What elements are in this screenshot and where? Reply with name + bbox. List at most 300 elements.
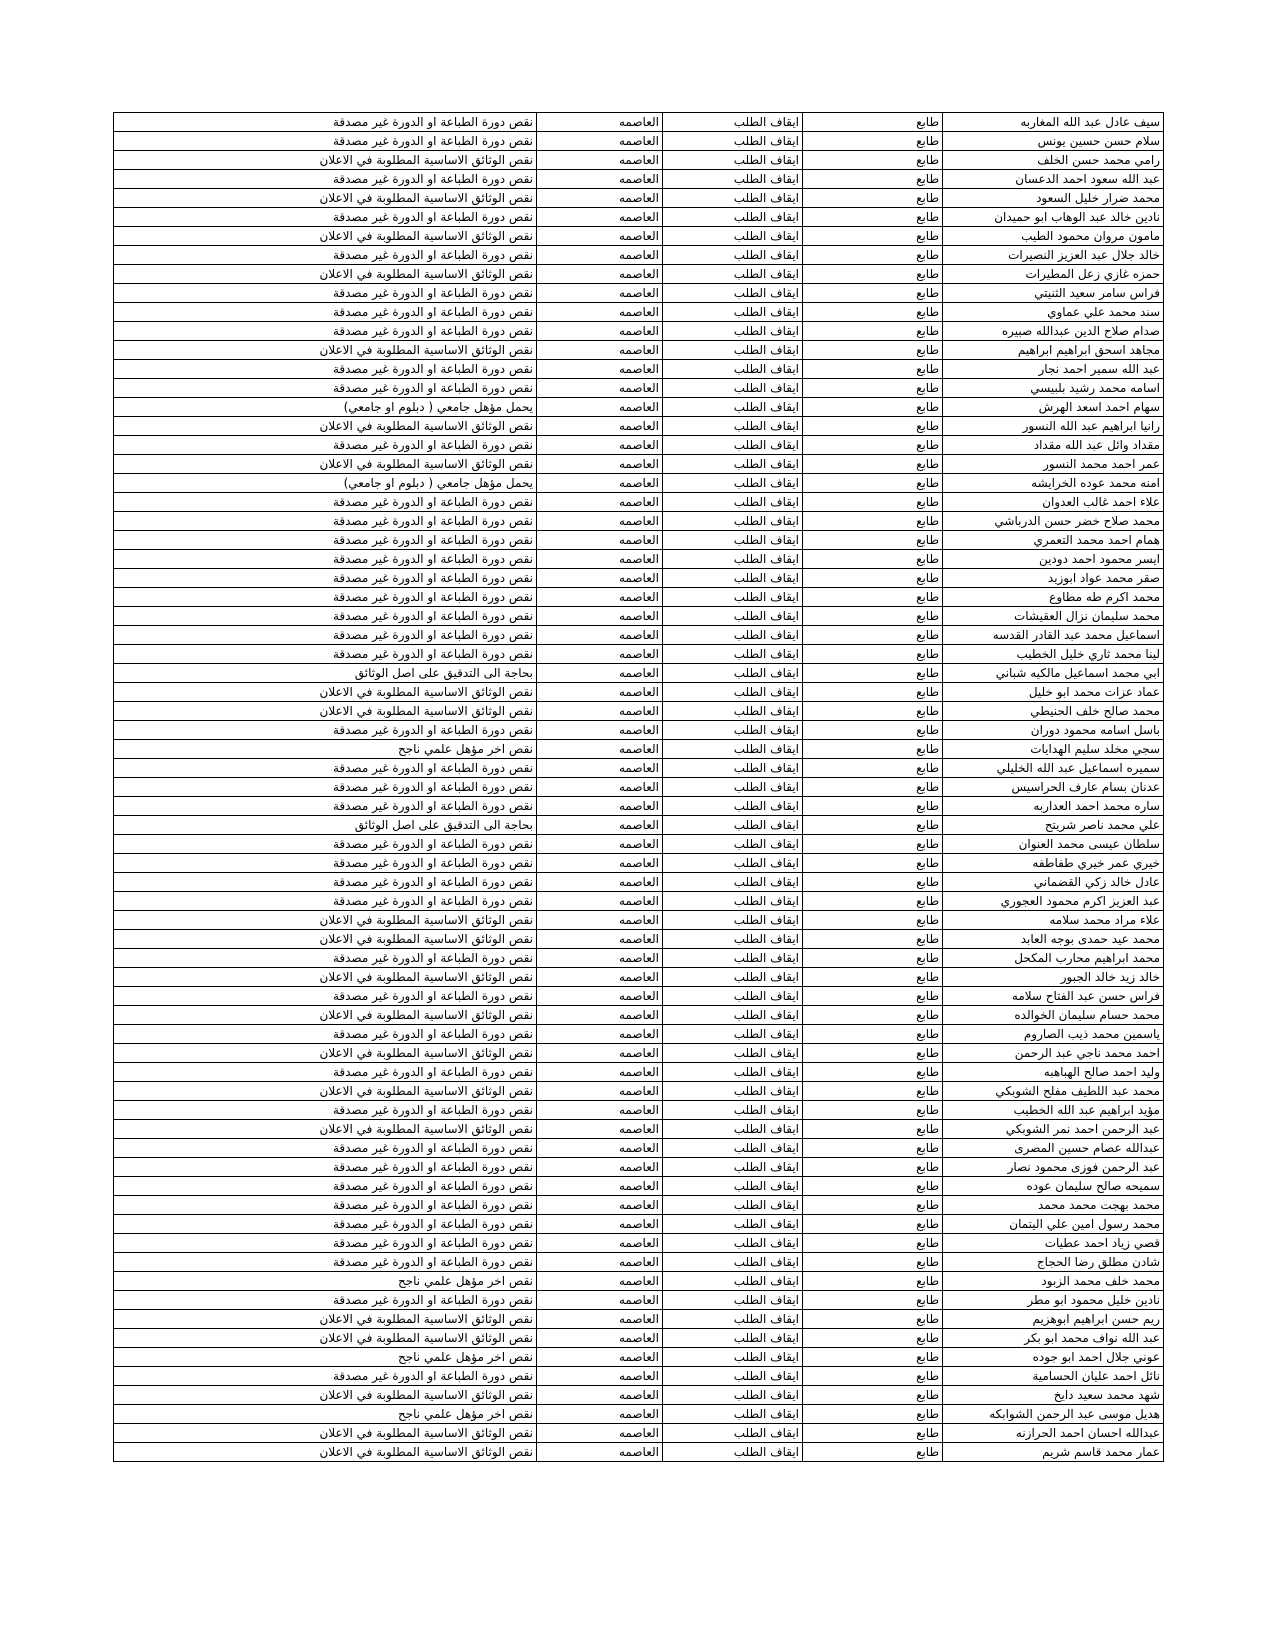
cell-reason: نقص دورة الطباعة او الدورة غير مصدقة [114,1177,537,1196]
cell-status: ايقاف الطلب [663,493,803,512]
table-row [114,873,1164,892]
cell-category: طابع [803,1177,943,1196]
cell-category: طابع [803,1006,943,1025]
cell-reason: نقص دورة الطباعة او الدورة غير مصدقة [114,1158,537,1177]
cell-category: طابع [803,132,943,151]
cell-category: طابع [803,436,943,455]
table-row [114,702,1164,721]
cell-reason: نقص دورة الطباعة او الدورة غير مصدقة [114,949,537,968]
cell-reason: نقص اخر مؤهل علمي ناجح [114,1272,537,1291]
cell-status: ايقاف الطلب [663,588,803,607]
cell-category: طابع [803,1272,943,1291]
table-row [114,341,1164,360]
cell-status: ايقاف الطلب [663,417,803,436]
table-row [114,664,1164,683]
cell-region: العاصمه [537,246,663,265]
table-row [114,1139,1164,1158]
cell-reason: نقص دورة الطباعة او الدورة غير مصدقة [114,208,537,227]
cell-reason: نقص دورة الطباعة او الدورة غير مصدقة [114,303,537,322]
cell-category: طابع [803,265,943,284]
cell-name: سميره اسماعيل عبد الله الخليلي [943,759,1164,778]
cell-name: عدنان بسام عارف الحراسيس [943,778,1164,797]
cell-status: ايقاف الطلب [663,398,803,417]
table-row [114,265,1164,284]
cell-status: ايقاف الطلب [663,189,803,208]
cell-category: طابع [803,1158,943,1177]
cell-category: طابع [803,1234,943,1253]
cell-region: العاصمه [537,1196,663,1215]
cell-reason: نقص الوثائق الاساسية المطلوبة في الاعلان [114,1310,537,1329]
cell-region: العاصمه [537,1120,663,1139]
table-row [114,740,1164,759]
cell-category: طابع [803,892,943,911]
cell-category: طابع [803,1101,943,1120]
cell-category: طابع [803,189,943,208]
cell-reason: نقص دورة الطباعة او الدورة غير مصدقة [114,1025,537,1044]
table-row [114,151,1164,170]
cell-category: طابع [803,569,943,588]
cell-region: العاصمه [537,1310,663,1329]
table-row [114,1082,1164,1101]
cell-status: ايقاف الطلب [663,930,803,949]
cell-category: طابع [803,1291,943,1310]
cell-name: ايسر محمود احمد دودين [943,550,1164,569]
cell-region: العاصمه [537,873,663,892]
cell-name: ريم حسن ابراهيم ابوهزيم [943,1310,1164,1329]
table-row [114,322,1164,341]
cell-reason: نقص دورة الطباعة او الدورة غير مصدقة [114,113,537,132]
cell-region: العاصمه [537,778,663,797]
cell-status: ايقاف الطلب [663,1424,803,1443]
cell-region: العاصمه [537,949,663,968]
cell-region: العاصمه [537,1424,663,1443]
cell-status: ايقاف الطلب [663,284,803,303]
table-row [114,607,1164,626]
cell-name: همام احمد محمد التعمري [943,531,1164,550]
cell-name: سهام احمد اسعد الهرش [943,398,1164,417]
table-row [114,835,1164,854]
table-row [114,360,1164,379]
table-row [114,512,1164,531]
cell-name: سلطان عيسى محمد العنوان [943,835,1164,854]
cell-status: ايقاف الطلب [663,512,803,531]
cell-reason: نقص دورة الطباعة او الدورة غير مصدقة [114,379,537,398]
table-row [114,1025,1164,1044]
cell-name: عبد الله نواف محمد ابو بكر [943,1329,1164,1348]
cell-status: ايقاف الطلب [663,1443,803,1462]
cell-reason: نقص دورة الطباعة او الدورة غير مصدقة [114,512,537,531]
cell-category: طابع [803,702,943,721]
cell-category: طابع [803,1405,943,1424]
cell-status: ايقاف الطلب [663,1405,803,1424]
cell-status: ايقاف الطلب [663,151,803,170]
cell-status: ايقاف الطلب [663,1177,803,1196]
applicants-table-body [114,113,1164,1462]
table-row [114,1234,1164,1253]
cell-category: طابع [803,607,943,626]
cell-region: العاصمه [537,1234,663,1253]
table-row [114,417,1164,436]
cell-status: ايقاف الطلب [663,645,803,664]
table-row [114,1044,1164,1063]
cell-name: مقداد وائل عبد الله مقداد [943,436,1164,455]
cell-status: ايقاف الطلب [663,265,803,284]
cell-region: العاصمه [537,892,663,911]
cell-reason: نقص اخر مؤهل علمي ناجح [114,1405,537,1424]
cell-name: امنه محمد عوده الخرايشه [943,474,1164,493]
cell-status: ايقاف الطلب [663,1120,803,1139]
table-row [114,1405,1164,1424]
cell-name: عمر احمد محمد النسور [943,455,1164,474]
cell-status: ايقاف الطلب [663,360,803,379]
cell-reason: نقص دورة الطباعة او الدورة غير مصدقة [114,797,537,816]
cell-name: اسامه محمد رشيد بلبيسي [943,379,1164,398]
cell-name: محمد عيد حمدى بوجه العابد [943,930,1164,949]
cell-name: محمد ضرار خليل السعود [943,189,1164,208]
cell-name: اسماعيل محمد عبد القادر القدسه [943,626,1164,645]
cell-reason: بحاجة الى التدقيق على اصل الوثائق [114,816,537,835]
cell-name: عبد الله سعود احمد الدعسان [943,170,1164,189]
cell-region: العاصمه [537,1177,663,1196]
cell-category: طابع [803,683,943,702]
cell-reason: نقص الوثائق الاساسية المطلوبة في الاعلان [114,151,537,170]
cell-reason: بحاجة الى التدقيق على اصل الوثائق [114,664,537,683]
table-row [114,721,1164,740]
cell-name: محمد بهجت محمد محمد [943,1196,1164,1215]
cell-status: ايقاف الطلب [663,1196,803,1215]
cell-reason: نقص الوثائق الاساسية المطلوبة في الاعلان [114,1044,537,1063]
cell-status: ايقاف الطلب [663,911,803,930]
cell-name: محمد خلف محمد الزبود [943,1272,1164,1291]
cell-category: طابع [803,816,943,835]
cell-region: العاصمه [537,740,663,759]
cell-reason: نقص الوثائق الاساسية المطلوبة في الاعلان [114,1006,537,1025]
cell-region: العاصمه [537,607,663,626]
cell-status: ايقاف الطلب [663,797,803,816]
cell-name: نادين خليل محمود ابو مطر [943,1291,1164,1310]
table-row [114,1177,1164,1196]
cell-reason: يحمل مؤهل جامعي ( دبلوم او جامعي) [114,398,537,417]
cell-region: العاصمه [537,1082,663,1101]
cell-reason: نقص دورة الطباعة او الدورة غير مصدقة [114,360,537,379]
cell-name: ياسمين محمد ذيب الصاروم [943,1025,1164,1044]
cell-reason: نقص دورة الطباعة او الدورة غير مصدقة [114,322,537,341]
table-row [114,1424,1164,1443]
cell-category: طابع [803,797,943,816]
cell-category: طابع [803,512,943,531]
table-row [114,1063,1164,1082]
table-row [114,683,1164,702]
cell-name: عوني جلال احمد ابو جوده [943,1348,1164,1367]
cell-region: العاصمه [537,1139,663,1158]
cell-category: طابع [803,322,943,341]
table-row [114,854,1164,873]
table-row [114,1367,1164,1386]
table-row [114,1253,1164,1272]
cell-name: رامي محمد حسن الخلف [943,151,1164,170]
cell-region: العاصمه [537,531,663,550]
cell-region: العاصمه [537,702,663,721]
cell-region: العاصمه [537,1443,663,1462]
cell-reason: نقص دورة الطباعة او الدورة غير مصدقة [114,626,537,645]
cell-status: ايقاف الطلب [663,455,803,474]
table-row [114,1291,1164,1310]
cell-status: ايقاف الطلب [663,379,803,398]
cell-reason: نقص دورة الطباعة او الدورة غير مصدقة [114,284,537,303]
cell-status: ايقاف الطلب [663,1158,803,1177]
cell-name: ابي محمد اسماعيل مالكيه شباني [943,664,1164,683]
cell-name: علاء احمد غالب العدوان [943,493,1164,512]
cell-region: العاصمه [537,512,663,531]
cell-status: ايقاف الطلب [663,550,803,569]
cell-name: حمزه غازي زعل المطيرات [943,265,1164,284]
table-row [114,778,1164,797]
cell-region: العاصمه [537,455,663,474]
cell-reason: نقص الوثائق الاساسية المطلوبة في الاعلان [114,189,537,208]
cell-status: ايقاف الطلب [663,1291,803,1310]
cell-status: ايقاف الطلب [663,113,803,132]
cell-category: طابع [803,740,943,759]
cell-name: فراس حسن عبد الفتاح سلامه [943,987,1164,1006]
cell-name: سيف عادل عبد الله المغاربه [943,113,1164,132]
table-row [114,816,1164,835]
cell-status: ايقاف الطلب [663,1329,803,1348]
cell-category: طابع [803,911,943,930]
cell-name: رانيا ابراهيم عبد الله النسور [943,417,1164,436]
cell-region: العاصمه [537,360,663,379]
cell-name: عبد الرحمن فوزى محمود نصار [943,1158,1164,1177]
table-row [114,284,1164,303]
cell-status: ايقاف الطلب [663,1348,803,1367]
cell-region: العاصمه [537,493,663,512]
cell-status: ايقاف الطلب [663,227,803,246]
cell-region: العاصمه [537,341,663,360]
cell-region: العاصمه [537,1253,663,1272]
cell-reason: يحمل مؤهل جامعي ( دبلوم او جامعي) [114,474,537,493]
cell-reason: نقص الوثائق الاساسية المطلوبة في الاعلان [114,930,537,949]
cell-reason: نقص دورة الطباعة او الدورة غير مصدقة [114,531,537,550]
table-row [114,892,1164,911]
cell-category: طابع [803,113,943,132]
table-row [114,626,1164,645]
cell-status: ايقاف الطلب [663,892,803,911]
cell-category: طابع [803,1253,943,1272]
cell-region: العاصمه [537,170,663,189]
cell-region: العاصمه [537,664,663,683]
cell-region: العاصمه [537,759,663,778]
cell-reason: نقص دورة الطباعة او الدورة غير مصدقة [114,1101,537,1120]
cell-region: العاصمه [537,265,663,284]
cell-name: عماد عزات محمد ابو خليل [943,683,1164,702]
cell-category: طابع [803,645,943,664]
cell-category: طابع [803,208,943,227]
cell-category: طابع [803,398,943,417]
cell-region: العاصمه [537,208,663,227]
cell-name: خيري عمر خيري طفاطفه [943,854,1164,873]
cell-status: ايقاف الطلب [663,1101,803,1120]
cell-category: طابع [803,1025,943,1044]
cell-name: شادن مطلق رضا الحجاج [943,1253,1164,1272]
cell-reason: نقص الوثائق الاساسية المطلوبة في الاعلان [114,1443,537,1462]
cell-reason: نقص الوثائق الاساسية المطلوبة في الاعلان [114,702,537,721]
cell-category: طابع [803,759,943,778]
table-row [114,588,1164,607]
table-row [114,493,1164,512]
cell-category: طابع [803,1310,943,1329]
cell-region: العاصمه [537,987,663,1006]
cell-status: ايقاف الطلب [663,1082,803,1101]
cell-category: طابع [803,151,943,170]
cell-region: العاصمه [537,398,663,417]
cell-reason: نقص الوثائق الاساسية المطلوبة في الاعلان [114,1082,537,1101]
cell-status: ايقاف الطلب [663,474,803,493]
cell-category: طابع [803,1348,943,1367]
cell-status: ايقاف الطلب [663,740,803,759]
cell-name: سميحه صالح سليمان عوده [943,1177,1164,1196]
cell-name: عمار محمد قاسم شريم [943,1443,1164,1462]
cell-name: صدام صلاح الدين عبدالله صبيره [943,322,1164,341]
cell-status: ايقاف الطلب [663,132,803,151]
table-row [114,1196,1164,1215]
cell-name: خالد زيد خالد الجبور [943,968,1164,987]
cell-name: صقر محمد عواد ابوزيد [943,569,1164,588]
cell-region: العاصمه [537,816,663,835]
cell-category: طابع [803,968,943,987]
cell-status: ايقاف الطلب [663,702,803,721]
cell-category: طابع [803,1443,943,1462]
cell-status: ايقاف الطلب [663,873,803,892]
cell-region: العاصمه [537,588,663,607]
cell-status: ايقاف الطلب [663,1139,803,1158]
cell-name: مجاهد اسحق ابراهيم ابراهيم [943,341,1164,360]
cell-category: طابع [803,1329,943,1348]
cell-name: شهد محمد سعيد دايخ [943,1386,1164,1405]
cell-status: ايقاف الطلب [663,1215,803,1234]
cell-reason: نقص الوثائق الاساسية المطلوبة في الاعلان [114,341,537,360]
cell-reason: نقص دورة الطباعة او الدورة غير مصدقة [114,1196,537,1215]
cell-reason: نقص دورة الطباعة او الدورة غير مصدقة [114,1367,537,1386]
cell-region: العاصمه [537,550,663,569]
cell-reason: نقص دورة الطباعة او الدورة غير مصدقة [114,569,537,588]
cell-category: طابع [803,987,943,1006]
cell-reason: نقص دورة الطباعة او الدورة غير مصدقة [114,835,537,854]
cell-reason: نقص الوثائق الاساسية المطلوبة في الاعلان [114,968,537,987]
table-row [114,1443,1164,1462]
cell-region: العاصمه [537,1386,663,1405]
cell-category: طابع [803,360,943,379]
cell-status: ايقاف الطلب [663,1063,803,1082]
cell-category: طابع [803,303,943,322]
cell-name: ساره محمد احمد العداربه [943,797,1164,816]
cell-category: طابع [803,949,943,968]
cell-category: طابع [803,778,943,797]
table-row [114,436,1164,455]
cell-category: طابع [803,1120,943,1139]
cell-region: العاصمه [537,322,663,341]
cell-reason: نقص الوثائق الاساسية المطلوبة في الاعلان [114,417,537,436]
table-row [114,1101,1164,1120]
table-row [114,911,1164,930]
cell-name: نادين خالد عبد الوهاب ابو حميدان [943,208,1164,227]
cell-status: ايقاف الطلب [663,1272,803,1291]
cell-name: عبدالله احسان احمد الحرازنه [943,1424,1164,1443]
cell-reason: نقص دورة الطباعة او الدورة غير مصدقة [114,987,537,1006]
cell-reason: نقص دورة الطباعة او الدورة غير مصدقة [114,246,537,265]
cell-reason: نقص دورة الطباعة او الدورة غير مصدقة [114,721,537,740]
cell-name: سجي مخلد سليم الهدايات [943,740,1164,759]
cell-category: طابع [803,341,943,360]
table-row [114,968,1164,987]
table-row [114,550,1164,569]
cell-category: طابع [803,626,943,645]
cell-status: ايقاف الطلب [663,835,803,854]
cell-name: مؤيد ابراهيم عبد الله الخطيب [943,1101,1164,1120]
cell-name: قصي زياد احمد عطيات [943,1234,1164,1253]
cell-status: ايقاف الطلب [663,322,803,341]
cell-status: ايقاف الطلب [663,1253,803,1272]
table-row [114,1348,1164,1367]
cell-name: عبد الرحمن احمد نمر الشوبكي [943,1120,1164,1139]
cell-category: طابع [803,246,943,265]
table-row [114,1215,1164,1234]
cell-category: طابع [803,1386,943,1405]
cell-name: محمد حسام سليمان الخوالده [943,1006,1164,1025]
cell-reason: نقص دورة الطباعة او الدورة غير مصدقة [114,645,537,664]
cell-reason: نقص دورة الطباعة او الدورة غير مصدقة [114,1253,537,1272]
table-row [114,645,1164,664]
cell-region: العاصمه [537,911,663,930]
cell-reason: نقص دورة الطباعة او الدورة غير مصدقة [114,1291,537,1310]
cell-category: طابع [803,588,943,607]
cell-name: سلام حسن حسين يونس [943,132,1164,151]
cell-name: سند محمد علي عماوي [943,303,1164,322]
cell-category: طابع [803,417,943,436]
table-row [114,170,1164,189]
cell-region: العاصمه [537,1329,663,1348]
cell-region: العاصمه [537,854,663,873]
table-row [114,987,1164,1006]
table-row [114,797,1164,816]
cell-status: ايقاف الطلب [663,607,803,626]
cell-reason: نقص الوثائق الاساسية المطلوبة في الاعلان [114,911,537,930]
cell-category: طابع [803,227,943,246]
cell-status: ايقاف الطلب [663,341,803,360]
cell-region: العاصمه [537,569,663,588]
cell-category: طابع [803,1196,943,1215]
cell-status: ايقاف الطلب [663,303,803,322]
cell-region: العاصمه [537,1025,663,1044]
cell-region: العاصمه [537,1158,663,1177]
table-row [114,227,1164,246]
table-row [114,398,1164,417]
cell-status: ايقاف الطلب [663,816,803,835]
cell-name: خالد جلال عبد العزيز النصيرات [943,246,1164,265]
table-row [114,930,1164,949]
cell-reason: نقص دورة الطباعة او الدورة غير مصدقة [114,1139,537,1158]
cell-reason: نقص الوثائق الاساسية المطلوبة في الاعلان [114,1386,537,1405]
cell-region: العاصمه [537,835,663,854]
cell-region: العاصمه [537,436,663,455]
cell-reason: نقص دورة الطباعة او الدورة غير مصدقة [114,493,537,512]
table-row [114,949,1164,968]
cell-status: ايقاف الطلب [663,721,803,740]
cell-region: العاصمه [537,1272,663,1291]
cell-category: طابع [803,664,943,683]
table-row [114,1310,1164,1329]
cell-status: ايقاف الطلب [663,759,803,778]
table-row [114,246,1164,265]
cell-name: علي محمد ناصر شريتح [943,816,1164,835]
